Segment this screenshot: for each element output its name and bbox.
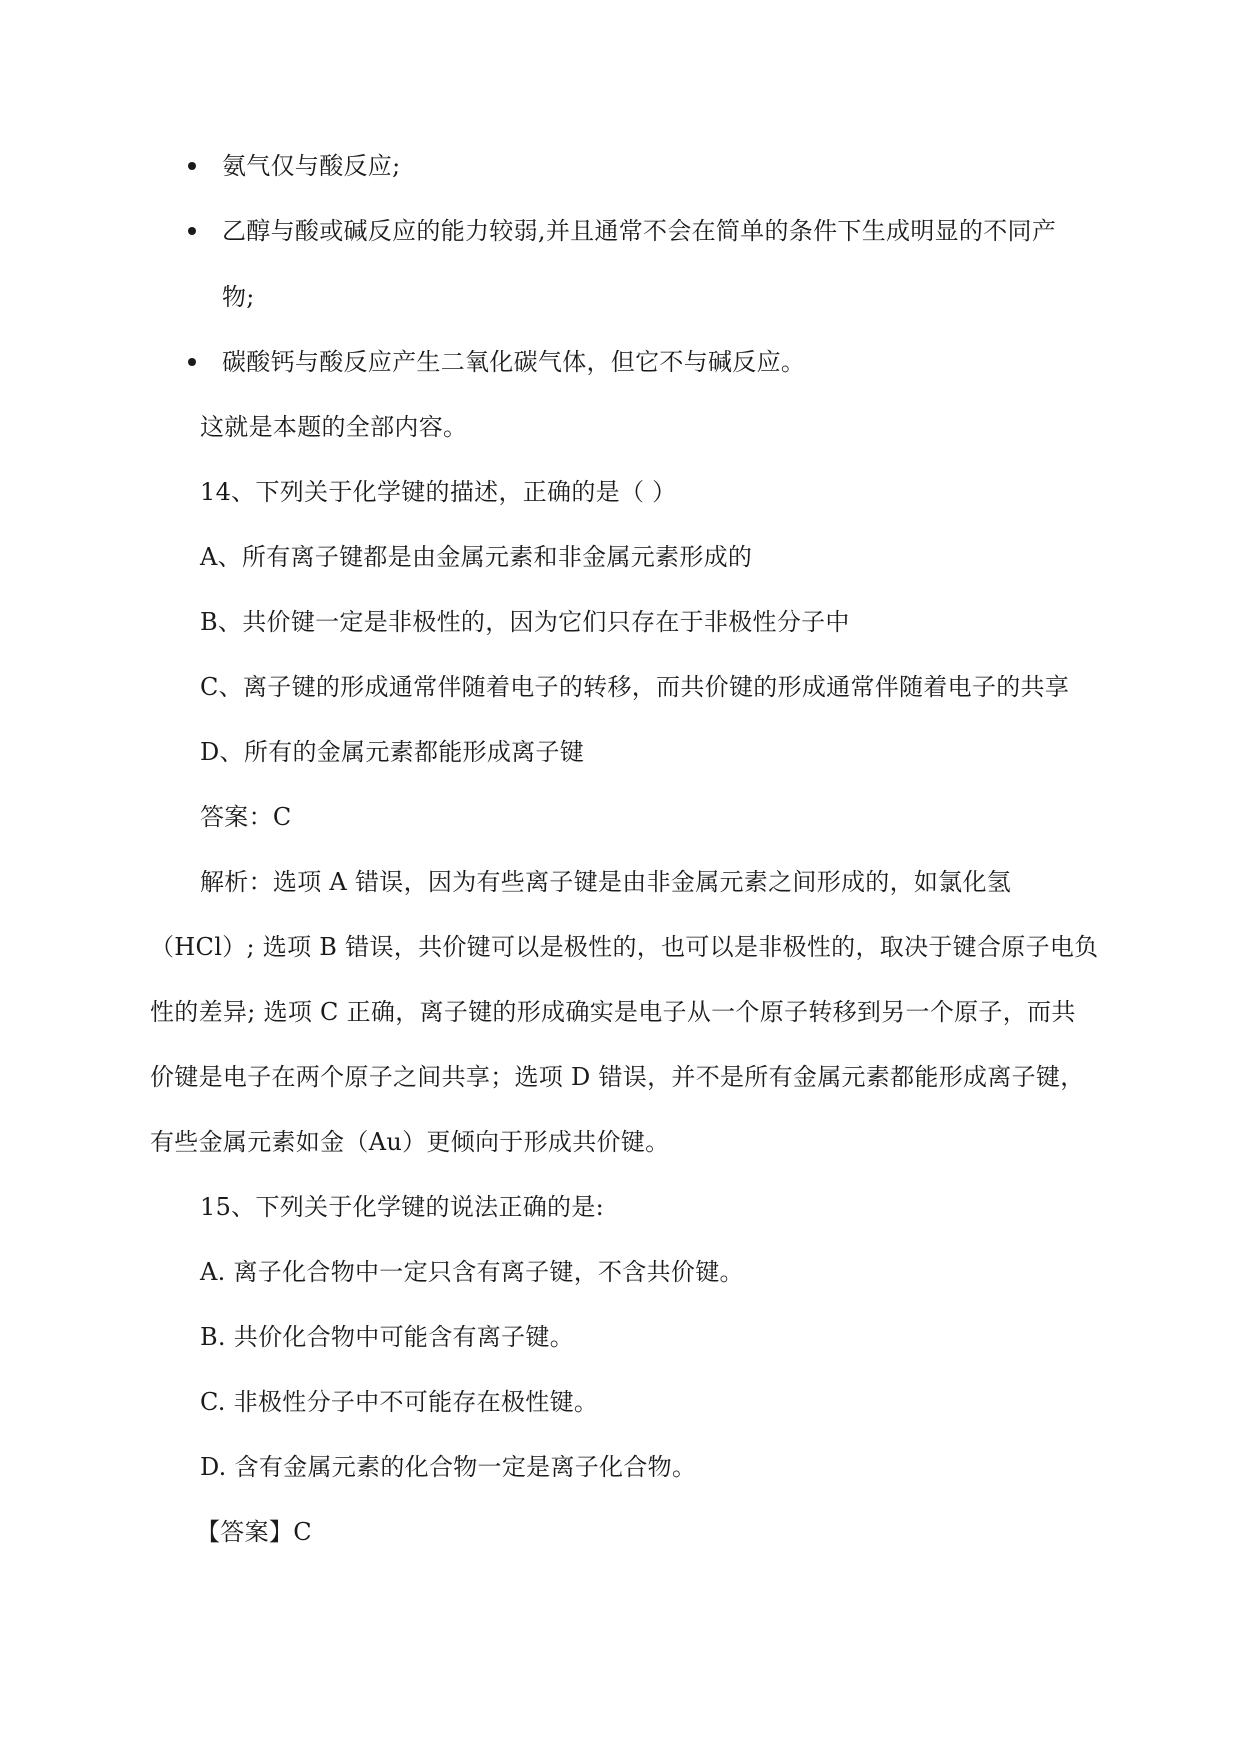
answer: 答案：C <box>200 803 292 831</box>
option-b: B. 共价化合物中可能含有离子键。 <box>200 1323 574 1351</box>
question-stem: 15、下列关于化学键的说法正确的是: <box>200 1193 605 1221</box>
bullet-item-ethanol: 乙醇与酸或碱反应的能力较弱,并且通常不会在简单的条件下生成明显的不同产 <box>222 217 1057 245</box>
analysis-line: 有些金属元素如金（Au）更倾向于形成共价键。 <box>150 1128 670 1156</box>
answer: 【答案】C <box>196 1518 312 1546</box>
question-stem: 14、下列关于化学键的描述，正确的是（ ） <box>200 478 677 506</box>
bullet-dot-icon <box>188 227 196 235</box>
bullet-item-ammonia: 氨气仅与酸反应; <box>222 152 401 180</box>
option-d: D. 含有金属元素的化合物一定是离子化合物。 <box>200 1453 697 1481</box>
analysis-line: 性的差异; 选项 C 正确，离子键的形成确实是电子从一个原子转移到另一个原子，而共 <box>150 998 1076 1026</box>
option-c: C. 非极性分子中不可能存在极性键。 <box>200 1388 599 1416</box>
option-a: A、所有离子键都是由金属元素和非金属元素形成的 <box>200 543 753 571</box>
closing-text: 这就是本题的全部内容。 <box>200 413 468 441</box>
analysis-line: 解析：选项 A 错误，因为有些离子键是由非金属元素之间形成的，如氯化氢 <box>200 868 1012 896</box>
option-d: D、所有的金属元素都能形成离子键 <box>200 738 585 766</box>
bullet-item-calcium-carbonate: 碳酸钙与酸反应产生二氧化碳气体，但它不与碱反应。 <box>222 348 806 376</box>
option-b: B、共价键一定是非极性的，因为它们只存在于非极性分子中 <box>200 608 850 636</box>
bullet-dot-icon <box>188 162 196 170</box>
bullet-dot-icon <box>188 358 196 366</box>
option-c: C、离子键的形成通常伴随着电子的转移，而共价键的形成通常伴随着电子的共享 <box>200 673 1070 701</box>
option-a: A. 离子化合物中一定只含有离子键，不含共价键。 <box>200 1258 744 1286</box>
analysis-line: 价键是电子在两个原子之间共享；选项 D 错误，并不是所有金属元素都能形成离子键， <box>150 1063 1085 1091</box>
bullet-item-ethanol-cont: 物; <box>222 283 255 311</box>
analysis-line: （HCl）; 选项 B 错误，共价键可以是极性的，也可以是非极性的，取决于键合原子电负 <box>150 933 1099 961</box>
